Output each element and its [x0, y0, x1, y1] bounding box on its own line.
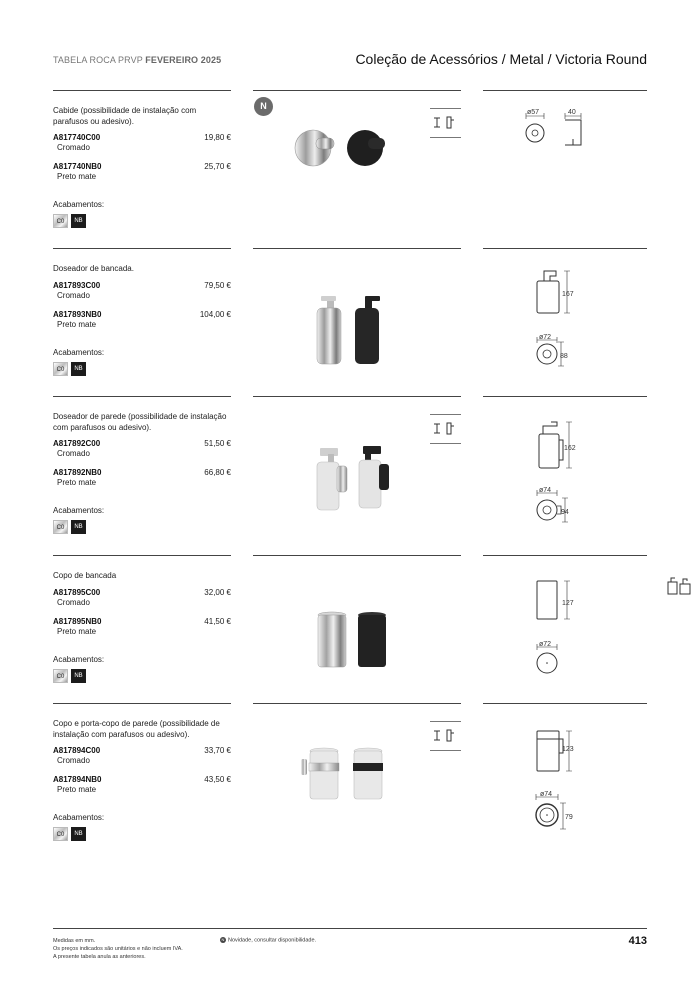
variant-line [53, 281, 231, 291]
finish-name: Preto mate [57, 785, 97, 794]
variant-line [53, 746, 231, 756]
divider [53, 90, 231, 91]
product-code: A817894NB0 [53, 775, 102, 784]
variant-line [53, 617, 231, 627]
divider [53, 555, 231, 556]
finish-swatch-black: NB [71, 827, 86, 841]
product-photo-tumbler [253, 555, 461, 713]
variant-line [53, 439, 231, 449]
product-code: A817894C00 [53, 746, 101, 755]
catalog-prefix: TABELA ROCA PRVP [53, 55, 143, 65]
dimension-label: ø57 [527, 109, 540, 116]
dimension-label: 79 [565, 814, 573, 821]
product-price: 19,80 € [204, 133, 231, 142]
variant-line [53, 588, 231, 598]
product-description: Copo de bancada [53, 571, 117, 580]
product-description: Copo e porta-copo de parede (possibilidade de instalação com parafusos ou adesivo). [53, 719, 220, 739]
footer-new-note [220, 937, 316, 943]
finish-swatch-chrome: C0 [53, 214, 68, 228]
variant-line [53, 162, 231, 172]
product-code: A817895C00 [53, 588, 101, 597]
dimension-label: ø74 [540, 791, 553, 798]
product-row-countertop-dispenser [0, 248, 700, 406]
finish-name: Cromado [57, 449, 90, 458]
finish-swatch-black: NB [71, 214, 86, 228]
footer-note: A presente tabela anula as anteriores. [53, 954, 146, 960]
page-title: Coleção de Acessórios / Metal / Victoria Round [355, 51, 647, 67]
catalog-edition: FEVEREIRO 2025 [145, 55, 222, 65]
footer-note-text: Novidade, consultar disponibilidade. [228, 937, 317, 944]
finish-name: Preto mate [57, 172, 97, 181]
new-product-badge: N [254, 97, 273, 116]
product-code: A817892C00 [53, 439, 101, 448]
product-row-wall-dispenser [0, 396, 700, 554]
dimension-label: ø72 [539, 334, 552, 341]
dimension-label: 167 [562, 291, 574, 298]
product-price: 41,50 € [204, 617, 231, 626]
finish-swatch-chrome: C0 [53, 362, 68, 376]
technical-drawing [483, 555, 647, 713]
finish-name: Preto mate [57, 478, 97, 487]
new-icon: N [221, 937, 225, 942]
product-price: 33,70 € [204, 746, 231, 755]
technical-drawing [483, 248, 647, 406]
product-code: A817895NB0 [53, 617, 102, 626]
dimension-label: ø72 [539, 641, 552, 648]
finishes-label: Acabamentos: [53, 506, 105, 515]
footer-divider [53, 928, 647, 929]
dimension-label: 162 [564, 445, 576, 452]
dimension-label: 123 [562, 746, 574, 753]
product-price: 66,80 € [204, 468, 231, 477]
product-row-hook [0, 90, 700, 248]
product-code: A817740C00 [53, 133, 101, 142]
finish-swatch-chrome: C0 [53, 520, 68, 534]
product-code: A817893C00 [53, 281, 101, 290]
product-price: 79,50 € [204, 281, 231, 290]
finish-swatch-black: NB [71, 520, 86, 534]
dimension-label: 127 [562, 600, 574, 607]
product-row-wall-tumbler [0, 703, 700, 861]
variant-line [53, 468, 231, 478]
finishes-label: Acabamentos: [53, 655, 105, 664]
finish-swatch-black: NB [71, 669, 86, 683]
variant-line [53, 133, 231, 143]
divider [53, 248, 231, 249]
technical-drawing [483, 703, 647, 861]
product-description: Doseador de bancada. [53, 264, 134, 273]
product-photo-dispenser [253, 248, 461, 406]
finish-name: Preto mate [57, 320, 97, 329]
product-row-countertop-tumbler [0, 555, 700, 713]
finishes-label: Acabamentos: [53, 813, 105, 822]
product-price: 25,70 € [204, 162, 231, 171]
product-code: A817740NB0 [53, 162, 102, 171]
wall-mount-icon [430, 414, 461, 444]
wall-mount-icon [430, 108, 461, 138]
technical-drawing [483, 396, 647, 554]
dimension-label: 94 [561, 509, 569, 516]
finish-name: Preto mate [57, 627, 97, 636]
dimension-label: 88 [560, 353, 568, 360]
product-price: 51,50 € [204, 439, 231, 448]
finish-name: Cromado [57, 291, 90, 300]
finish-name: Cromado [57, 598, 90, 607]
dimension-label: 40 [568, 109, 576, 116]
footer-notes [53, 937, 183, 961]
finishes-label: Acabamentos: [53, 348, 105, 357]
product-description: Cabide (possibilidade de instalação com parafusos ou adesivo). [53, 106, 197, 126]
finish-swatch-chrome: C0 [53, 669, 68, 683]
footer-note: Os preços indicados são unitários e não incluem IVA. [53, 946, 183, 952]
product-price: 104,00 € [199, 310, 231, 319]
product-code: A817893NB0 [53, 310, 102, 319]
variant-line [53, 775, 231, 785]
finish-name: Cromado [57, 143, 90, 152]
finishes-label: Acabamentos: [53, 200, 105, 209]
catalog-label [53, 55, 221, 65]
variant-line [53, 310, 231, 320]
finish-swatch-black: NB [71, 362, 86, 376]
wall-mount-icon [430, 721, 461, 751]
product-price: 43,50 € [204, 775, 231, 784]
bathroom-accessories-icon [667, 575, 693, 595]
finish-name: Cromado [57, 756, 90, 765]
dimension-label: ø74 [539, 487, 552, 494]
finish-swatch-chrome: C0 [53, 827, 68, 841]
page-number: 413 [628, 935, 647, 947]
footer-note: Medidas em mm. [53, 938, 96, 944]
divider [53, 703, 231, 704]
technical-drawing [483, 90, 647, 248]
divider [53, 396, 231, 397]
product-description: Doseador de parede (possibilidade de instalação com parafusos ou adesivo). [53, 412, 227, 432]
product-code: A817892NB0 [53, 468, 102, 477]
product-price: 32,00 € [204, 588, 231, 597]
